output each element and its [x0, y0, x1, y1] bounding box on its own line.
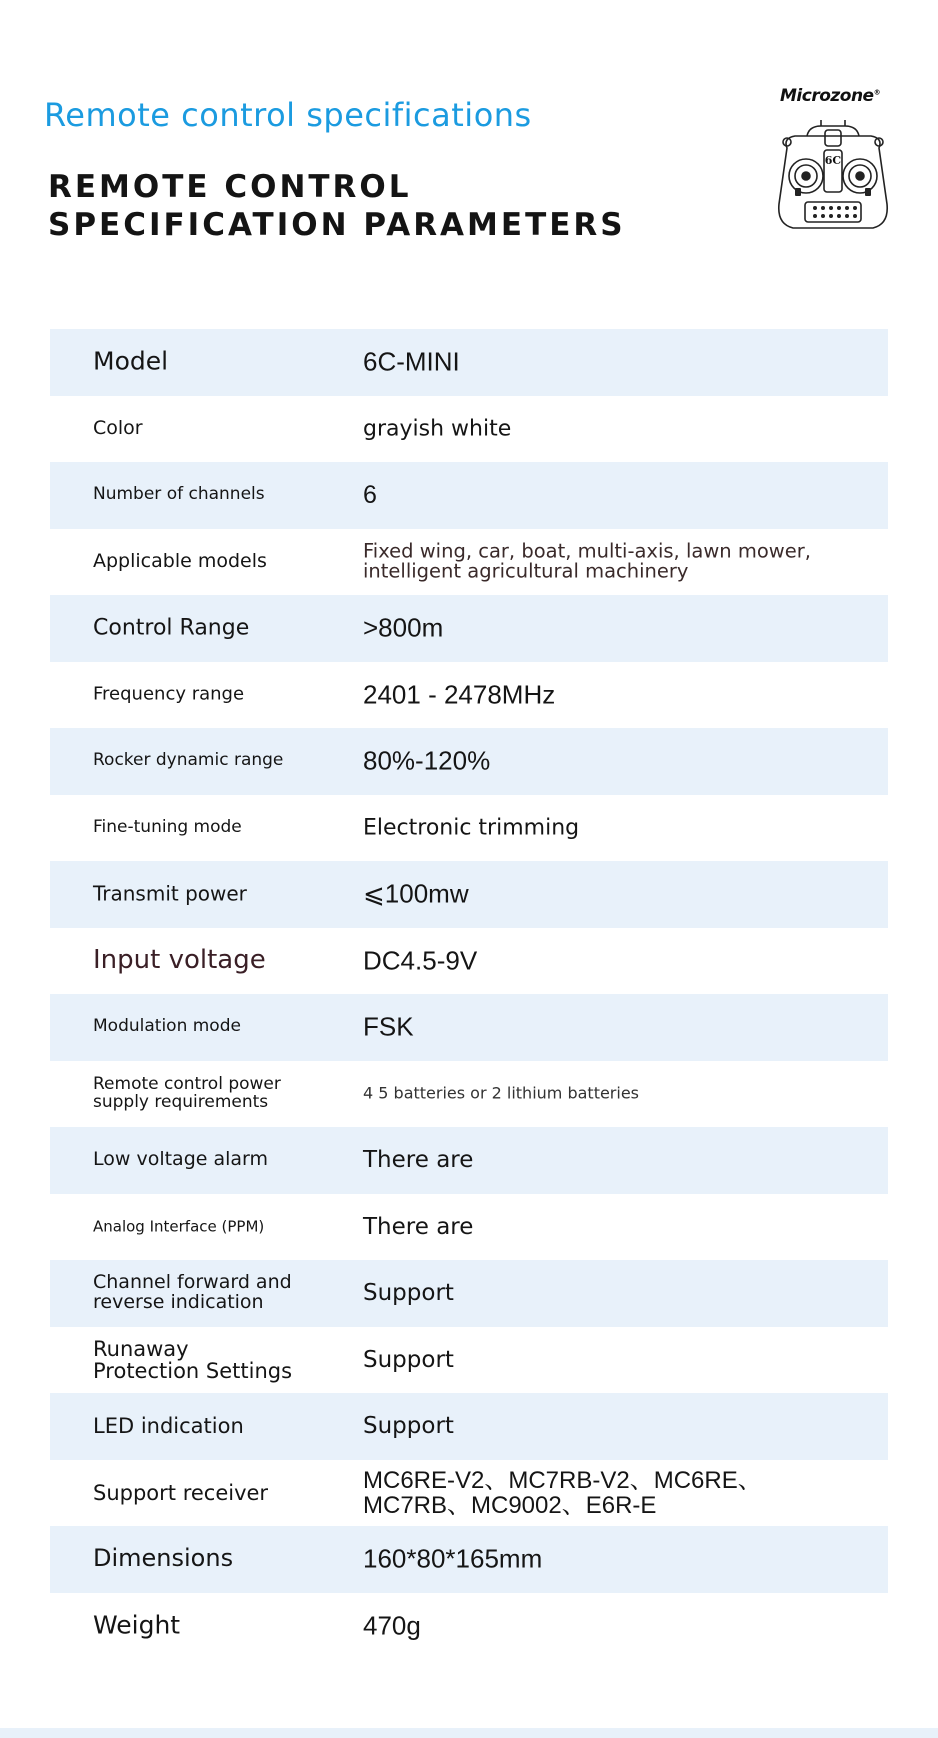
- spec-value: >800m: [363, 612, 444, 643]
- spec-row: [50, 662, 888, 729]
- spec-table: [50, 329, 888, 1659]
- spec-value: Support: [363, 1346, 454, 1373]
- spec-value: ⩽100mw: [363, 878, 469, 909]
- spec-row: [50, 1393, 888, 1460]
- spec-row: [50, 728, 888, 795]
- spec-label: Input voltage: [93, 944, 266, 975]
- spec-value: 6C-MINI: [363, 346, 460, 377]
- spec-label: Modulation mode: [93, 1016, 241, 1037]
- brand-logo: Microzone®: [780, 86, 881, 106]
- spec-value: 6: [363, 481, 377, 510]
- spec-row: [50, 529, 888, 596]
- footer-band: [0, 1728, 938, 1738]
- spec-label: Model: [93, 346, 169, 376]
- remote-controller-image: [777, 120, 889, 240]
- spec-label: Applicable models: [93, 549, 267, 572]
- spec-label: Transmit power: [93, 881, 247, 906]
- page-subtitle: Remote control specifications: [44, 96, 532, 134]
- spec-label: Dimensions: [93, 1544, 234, 1573]
- spec-label: Control Range: [93, 615, 250, 641]
- page-title: REMOTE CONTROL SPECIFICATION PARAMETERS: [48, 169, 626, 243]
- controller-model-label: 6C: [824, 154, 842, 167]
- spec-label: Low voltage alarm: [93, 1148, 269, 1171]
- spec-value: There are: [363, 1213, 474, 1240]
- spec-value: 80%-120%: [363, 745, 491, 776]
- spec-value: Support: [363, 1280, 454, 1307]
- spec-label: Rocker dynamic range: [93, 750, 284, 771]
- brand-name: Microzone: [780, 86, 874, 106]
- spec-row: [50, 1127, 888, 1194]
- spec-label: Analog Interface (PPM): [93, 1217, 265, 1236]
- spec-row: [50, 462, 888, 529]
- spec-label: Frequency range: [93, 683, 245, 705]
- spec-row: [50, 1194, 888, 1261]
- spec-row: [50, 1526, 888, 1593]
- spec-value: FSK: [363, 1011, 414, 1042]
- spec-row: [50, 994, 888, 1061]
- spec-label: Weight: [93, 1610, 181, 1640]
- spec-row: [50, 1260, 888, 1327]
- spec-row: [50, 329, 888, 396]
- spec-row: [50, 396, 888, 463]
- spec-value: Electronic trimming: [363, 815, 580, 841]
- spec-label: Support receiver: [93, 1480, 269, 1505]
- spec-row: [50, 928, 888, 995]
- spec-value: 470g: [363, 1610, 421, 1641]
- spec-row: [50, 595, 888, 662]
- spec-label: Remote control power supply requirements: [93, 1073, 281, 1112]
- spec-row: [50, 1593, 888, 1660]
- spec-value: DC4.5-9V: [363, 945, 478, 976]
- spec-row: [50, 1460, 888, 1527]
- spec-row: [50, 795, 888, 862]
- spec-value: Fixed wing, car, boat, multi-axis, lawn mower, intelligent agricultural machinery: [363, 539, 811, 583]
- spec-label: Runaway Protection Settings: [93, 1336, 293, 1383]
- spec-label: LED indication: [93, 1414, 244, 1439]
- spec-label: Channel forward and reverse indication: [93, 1271, 292, 1314]
- spec-row: [50, 861, 888, 928]
- spec-value: MC6RE-V2、MC7RB-V2、MC6RE、MC7RB、MC9002、E6R-E: [363, 1466, 762, 1519]
- spec-value: 2401 - 2478MHz: [363, 679, 556, 710]
- spec-value: 160*80*165mm: [363, 1543, 543, 1574]
- spec-label: Number of channels: [93, 484, 265, 505]
- spec-row: [50, 1327, 888, 1394]
- spec-value: 4 5 batteries or 2 lithium batteries: [363, 1083, 640, 1103]
- spec-label: Color: [93, 416, 143, 439]
- spec-value: There are: [363, 1147, 474, 1174]
- spec-value: Support: [363, 1413, 454, 1440]
- spec-value: grayish white: [363, 416, 512, 442]
- spec-label: Fine-tuning mode: [93, 816, 242, 837]
- spec-row: [50, 1061, 888, 1128]
